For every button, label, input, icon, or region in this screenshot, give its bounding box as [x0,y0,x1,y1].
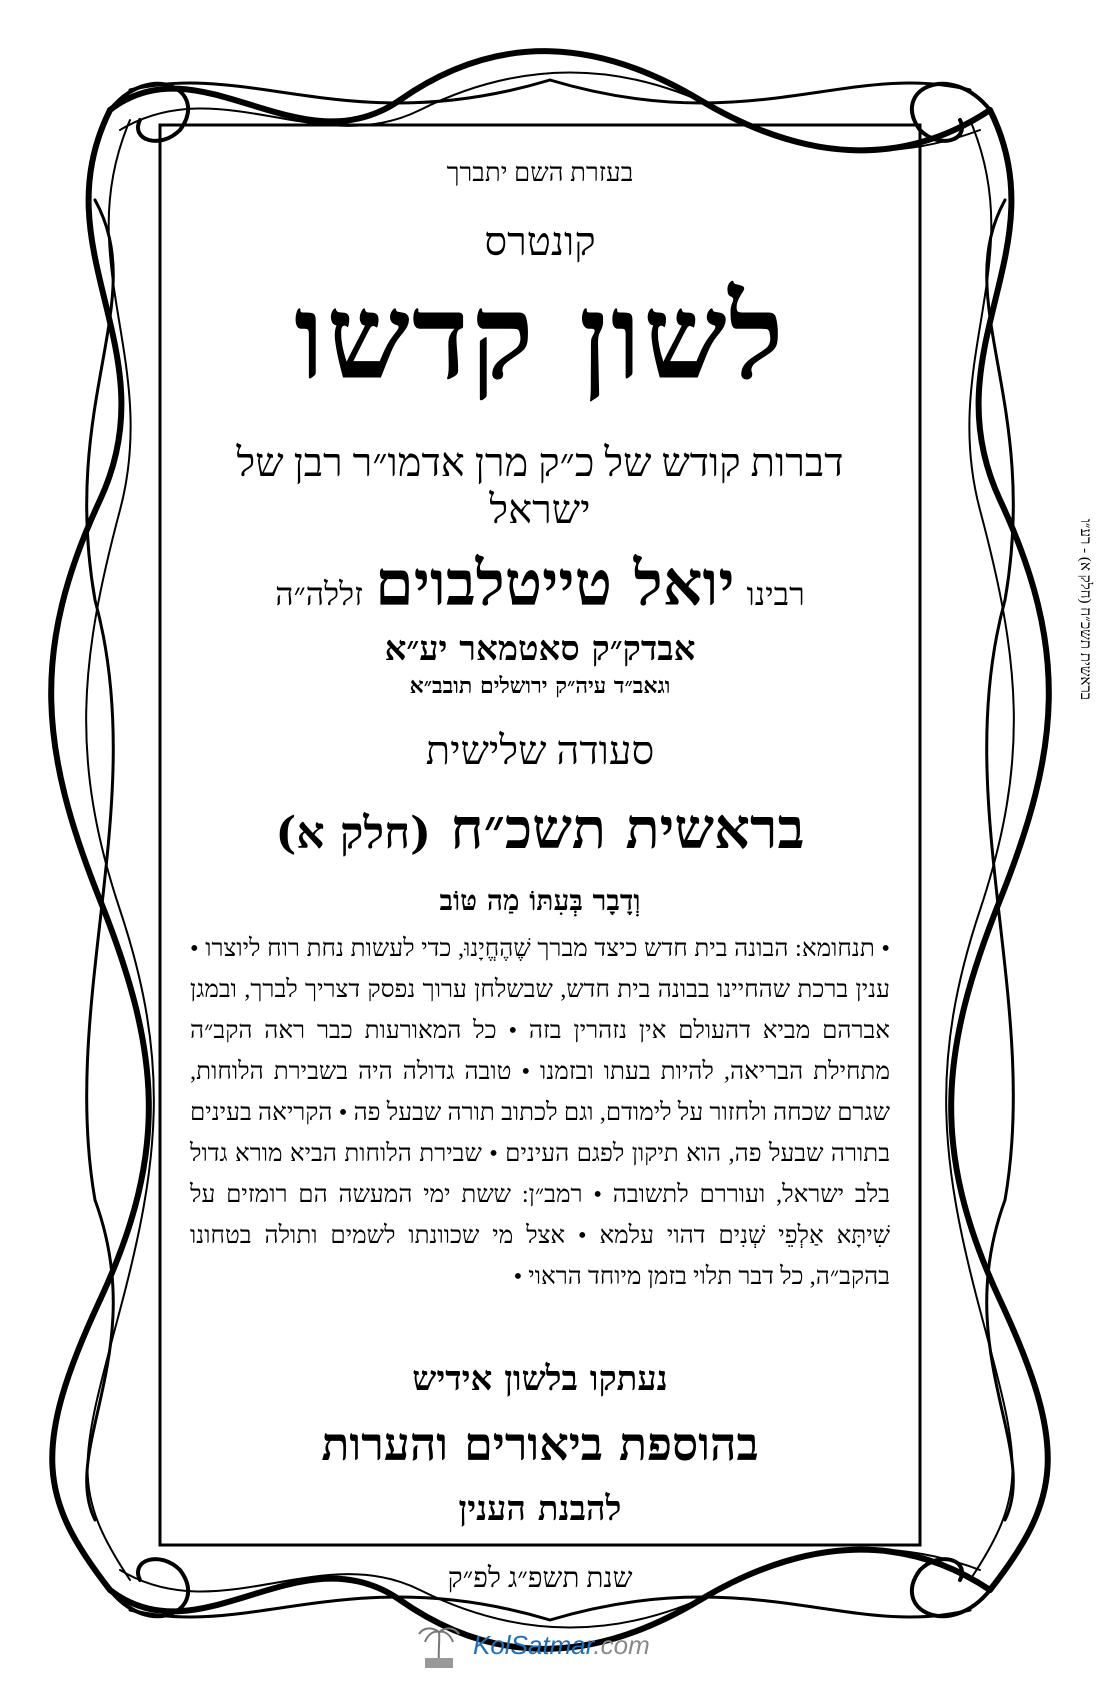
divrei-kodesh-line: דברות קודש של כ״ק מרן אדמו״ר רבן של ישראל [236,439,844,532]
verse-heading: וְדָבָר בְּעִתּוֹ מַה טּוֹב [439,883,641,917]
site-brand-name: KolSatmar [473,1630,594,1660]
main-title: לשון קדשו [294,267,786,406]
parsha-heading [190,796,890,862]
palm-tree-icon [415,1620,463,1670]
side-running-title [1075,518,1093,700]
additions-line: בהוספת ביאורים והערות [321,1416,759,1471]
kolsatmar-logo[interactable] [415,1620,715,1670]
rebbe-prefix: רבינו [746,575,805,612]
kuntres-label: קונטרס [484,219,596,264]
seuda-label: סעודה שלישית [425,727,655,773]
parsha-name: בראשית תשכ״ח [450,795,805,862]
site-brand-tld: .com [593,1630,650,1660]
side-running-title-text: בראשית תשכ״ח (חלק א) - רע״ו [1077,518,1093,700]
av-beis-din-line: אבדק״ק סאטמאר יע״א [384,628,696,669]
title-page-content [190,150,890,1594]
translated-line: נעתקו בלשון אידיש [412,1358,668,1399]
jerusalem-line: וגאב״ד עיה״ק ירושלים תובב״א [409,672,671,699]
parsha-part: (חלק א) [275,807,431,859]
invocation-line: בעזרת השם יתברך [446,158,634,187]
year-line: שנת תשפ״ג לפ״ק [447,1562,633,1594]
rebbe-name-line [190,547,890,621]
understanding-line: להבנת הענין [458,1488,622,1529]
summary-paragraph: • תנחומא: הבונה בית חדש כיצד מברך שֶׁהֶחֱיָנוּ, כדי לעשות נחת רוח ליוצרו • ענין ברכת שהחיינו בבונה בית חדש, שבשלחן ערוך נפסק דצריך לברך, ובמגן אברהם מביא דהעולם אין נזהרין בזה • כל המאורעות כבר ראה הקב״ה מתחילת הבריאה, להיות בעתו ובזמנו • טובה גדולה היה בשבירת הלוחות, שגרם שכחה ולחזור על לימודם, וגם לכתוב תורה שבעל פה • הקריאה בעינים בתורה שבעל פה, הוא תיקון לפגם העינים • שבירת הלוחות הביא מורא גדול בלב ישראל, ועוררם לתשובה • רמב״ן: ששת ימי המעשה הם רומזים על שִׁיתָּא אַלְפֵי שְׁנִים דהוי עלמא • אצל מי שכוונתו לשמים ותולה בטחונו בהקב״ה, כל דבר תלוי בזמן מיוחד הראוי • [190,934,890,1290]
rebbe-name: יואל טייטלבוים [375,546,735,620]
site-brand [473,1630,650,1661]
rebbe-suffix: זללה״ה [275,575,364,612]
